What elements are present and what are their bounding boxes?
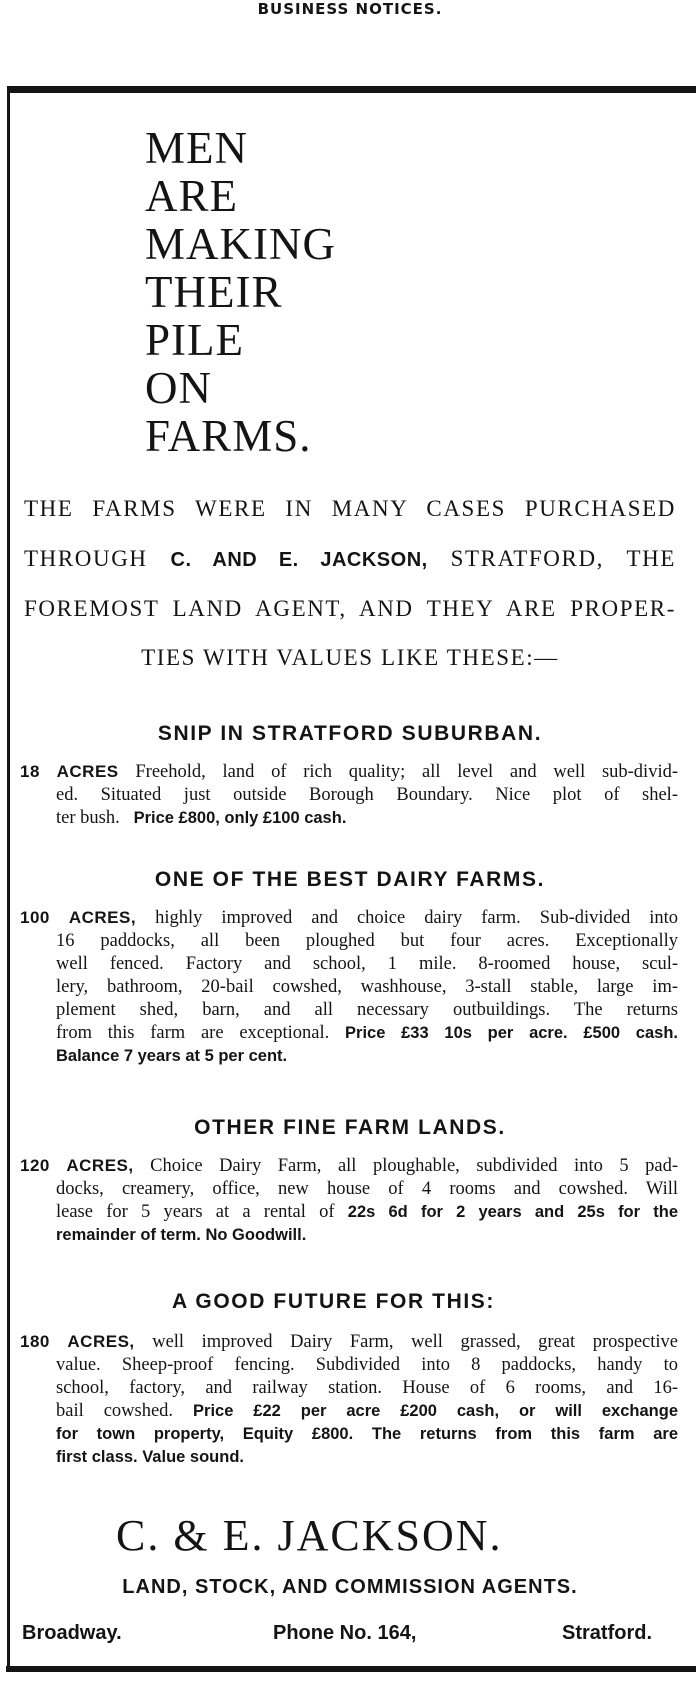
- price-terms: 22s 6d for 2 years and 25s for the: [347, 1203, 678, 1221]
- section-heading: ONE OF THE BEST DAIRY FARMS.: [154, 868, 546, 891]
- intro-text: THROUGH: [24, 546, 148, 571]
- listing-line: value. Sheep-proof fencing. Subdivided into 8 paddocks, handy to: [56, 1355, 678, 1375]
- firm-signature-name: C. & E. JACKSON.: [116, 1511, 503, 1560]
- headline-line: PILE: [145, 315, 244, 365]
- acreage-label: 100 ACRES,: [20, 908, 137, 927]
- headline-line: THEIR: [145, 267, 283, 317]
- headline-line: FARMS.: [145, 411, 312, 461]
- bottom-border-rule: [6, 1666, 696, 1672]
- listing-text: from this farm are exceptional.: [56, 1023, 330, 1043]
- acreage-label: 18 ACRES: [20, 762, 119, 781]
- section-heading: OTHER FINE FARM LANDS.: [194, 1116, 506, 1139]
- listing-100-acres: [20, 906, 678, 1068]
- listing-line: docks, creamery, office, new house of 4 rooms and cowshed. Will: [56, 1179, 678, 1199]
- listing-text: bail cowshed.: [56, 1401, 174, 1421]
- intro-text: STRATFORD, THE: [450, 546, 676, 571]
- listing-line: [20, 760, 678, 784]
- listing-line: 16 paddocks, all been ploughed but four acres. Exceptionally: [56, 931, 678, 951]
- headline-line: MEN: [145, 123, 248, 173]
- intro-line-4: TIES WITH VALUES LIKE THESE:—: [141, 645, 559, 670]
- listing-text: Choice Dairy Farm, all ploughable, subdivided into 5 pad-: [150, 1156, 679, 1176]
- listing-line: [20, 1201, 678, 1224]
- listing-text: well improved Dairy Farm, well grassed, great prospective: [152, 1332, 678, 1352]
- listing-18-acres: [20, 760, 678, 830]
- price-terms: Price £33 10s per acre. £500 cash.: [345, 1024, 678, 1042]
- listing-line: ed. Situated just outside Borough Boundary. Nice plot of shel-: [56, 785, 678, 805]
- listing-line: [20, 807, 678, 830]
- listing-line: plement shed, barn, and all necessary outbuildings. The returns: [56, 1000, 678, 1020]
- listing-line: [20, 1022, 678, 1045]
- price-terms: first class. Value sound.: [56, 1448, 244, 1466]
- firm-signature-subtitle: LAND, STOCK, AND COMMISSION AGENTS.: [122, 1576, 578, 1598]
- listing-text: lease for 5 years at a rental of: [56, 1202, 335, 1222]
- headline-line: MAKING: [145, 219, 336, 269]
- listing-line: lery, bathroom, 20-bail cowshed, washhouse, 3-stall stable, large im-: [56, 977, 678, 997]
- intro-line-1: THE FARMS WERE IN MANY CASES PURCHASED: [24, 496, 676, 521]
- price-terms: for town property, Equity £800. The returns from this farm are: [56, 1425, 678, 1443]
- firm-address: Broadway.: [22, 1622, 122, 1644]
- listing-line: school, factory, and railway station. House of 6 rooms, and 16-: [56, 1378, 678, 1398]
- section-heading: SNIP IN STRATFORD SUBURBAN.: [157, 722, 543, 745]
- listing-text: highly improved and choice dairy farm. Sub-divided into: [155, 908, 678, 928]
- listing-120-acres: [20, 1154, 678, 1247]
- intro-line-3: FOREMOST LAND AGENT, AND THEY ARE PROPER-: [24, 596, 676, 621]
- price-terms: Price £22 per acre £200 cash, or will exchange: [193, 1402, 678, 1420]
- listing-text: ter bush.: [56, 808, 120, 828]
- intro-line-2: [24, 546, 676, 572]
- price-terms: Balance 7 years at 5 per cent.: [56, 1047, 288, 1065]
- listing-180-acres: [20, 1330, 678, 1469]
- firm-town: Stratford.: [562, 1622, 652, 1644]
- listing-line: [20, 906, 678, 930]
- top-border-rule: [8, 86, 696, 93]
- headline-line: ON: [145, 363, 212, 413]
- price-terms: Price £800, only £100 cash.: [133, 809, 347, 827]
- listing-line: well fenced. Factory and school, 1 mile. 8-roomed house, scul-: [56, 954, 678, 974]
- acreage-label: 180 ACRES,: [20, 1332, 135, 1351]
- listing-line: [20, 1400, 678, 1423]
- headline-line: ARE: [145, 171, 238, 221]
- advert-headline: [145, 124, 336, 460]
- firm-phone: Phone No. 164,: [273, 1622, 417, 1644]
- price-terms: remainder of term. No Goodwill.: [56, 1226, 307, 1244]
- section-heading: A GOOD FUTURE FOR THIS:: [172, 1290, 496, 1313]
- listing-text: Freehold, land of rich quality; all level and well sub-divid-: [135, 762, 678, 782]
- page-header: BUSINESS NOTICES.: [257, 0, 443, 18]
- firm-name-inline: C. AND E. JACKSON,: [170, 549, 428, 571]
- acreage-label: 120 ACRES,: [20, 1156, 134, 1175]
- listing-line: [20, 1154, 678, 1178]
- listing-line: [20, 1330, 678, 1354]
